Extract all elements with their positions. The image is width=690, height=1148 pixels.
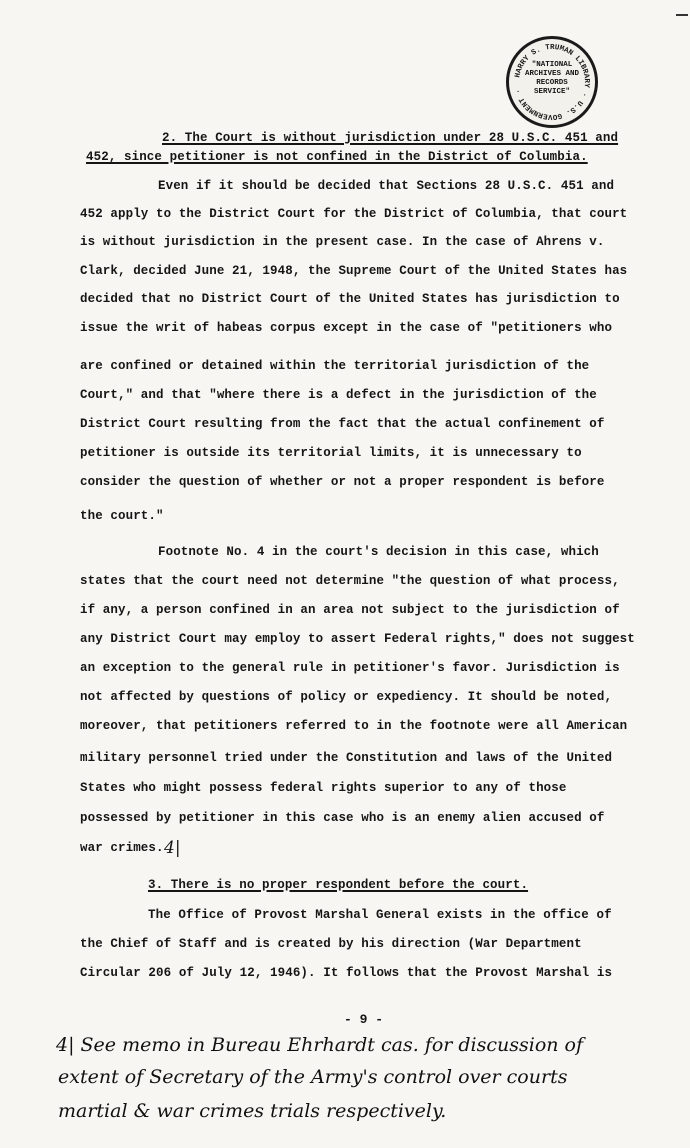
text-line: 452 apply to the District Court for the District of Columbia, that court — [80, 207, 628, 221]
text-line: issue the writ of habeas corpus except in the case of "petitioners who — [80, 321, 613, 335]
text-line: petitioner is outside its territorial limits, it is unnecessary to — [80, 446, 582, 460]
text-line: an exception to the general rule in petitioner's favor. Jurisdiction is — [80, 661, 620, 675]
stamp-ring-label: HARRY S. TRUMAN LIBRARY · U.S. GOVERNMENT · — [514, 43, 591, 121]
text-line: states that the court need not determine "the question of what process, — [80, 574, 620, 588]
text-line: moreover, that petitioners referred to in the footnote were all American — [80, 719, 628, 733]
text-line: Court," and that "where there is a defect in the jurisdiction of the — [80, 388, 597, 402]
handwritten-line: 4| See memo in Bureau Ehrhardt cas. for discussion of — [56, 1034, 584, 1056]
text-line: States who might possess federal rights superior to any of those — [80, 781, 567, 795]
text-line: not affected by questions of policy or expediency. It should be noted, — [80, 690, 613, 704]
text-line: Circular 206 of July 12, 1946). It follows that the Provost Marshal is — [80, 966, 613, 980]
page-number: - 9 - — [344, 1012, 384, 1027]
handwritten-line: martial & war crimes trials respectively. — [58, 1100, 447, 1122]
text-line: any District Court may employ to assert Federal rights," does not suggest — [80, 632, 635, 646]
archives-stamp — [506, 36, 598, 128]
text-line: the court." — [80, 509, 164, 523]
handwritten-line: extent of Secretary of the Army's control over courts — [58, 1066, 568, 1088]
text-line: decided that no District Court of the United States has jurisdiction to — [80, 292, 620, 306]
page-corner-mark — [676, 14, 688, 16]
text-line: consider the question of whether or not a proper respondent is before — [80, 475, 605, 489]
footnote-mark-handwritten: 4| — [164, 838, 181, 858]
section2-heading-line1: 2. The Court is without jurisdiction under 28 U.S.C. 451 and — [162, 131, 619, 145]
section3-heading: 3. There is no proper respondent before the court. — [148, 878, 529, 892]
text-line: military personnel tried under the Constitution and laws of the United — [80, 751, 613, 765]
text-line: Clark, decided June 21, 1948, the Supreme Court of the United States has — [80, 264, 628, 278]
text-line: Footnote No. 4 in the court's decision in this case, which — [158, 545, 599, 559]
text-line: war crimes. — [80, 841, 164, 855]
section2-heading-line2: 452, since petitioner is not confined in the District of Columbia. — [86, 150, 588, 164]
text-line: The Office of Provost Marshal General exists in the office of — [148, 908, 612, 922]
text-line: is without jurisdiction in the present case. In the case of Ahrens v. — [80, 235, 605, 249]
stamp-inner-label: "NATIONAL ARCHIVES AND RECORDS SERVICE" — [525, 61, 580, 96]
text-line: possessed by petitioner in this case who is an enemy alien accused of — [80, 811, 605, 825]
text-line: the Chief of Staff and is created by his direction (War Department — [80, 937, 582, 951]
text-line: Even if it should be decided that Sections 28 U.S.C. 451 and — [158, 179, 615, 193]
text-line: are confined or detained within the territorial jurisdiction of the — [80, 359, 590, 373]
text-line: if any, a person confined in an area not subject to the jurisdiction of — [80, 603, 620, 617]
text-line: District Court resulting from the fact that the actual confinement of — [80, 417, 605, 431]
